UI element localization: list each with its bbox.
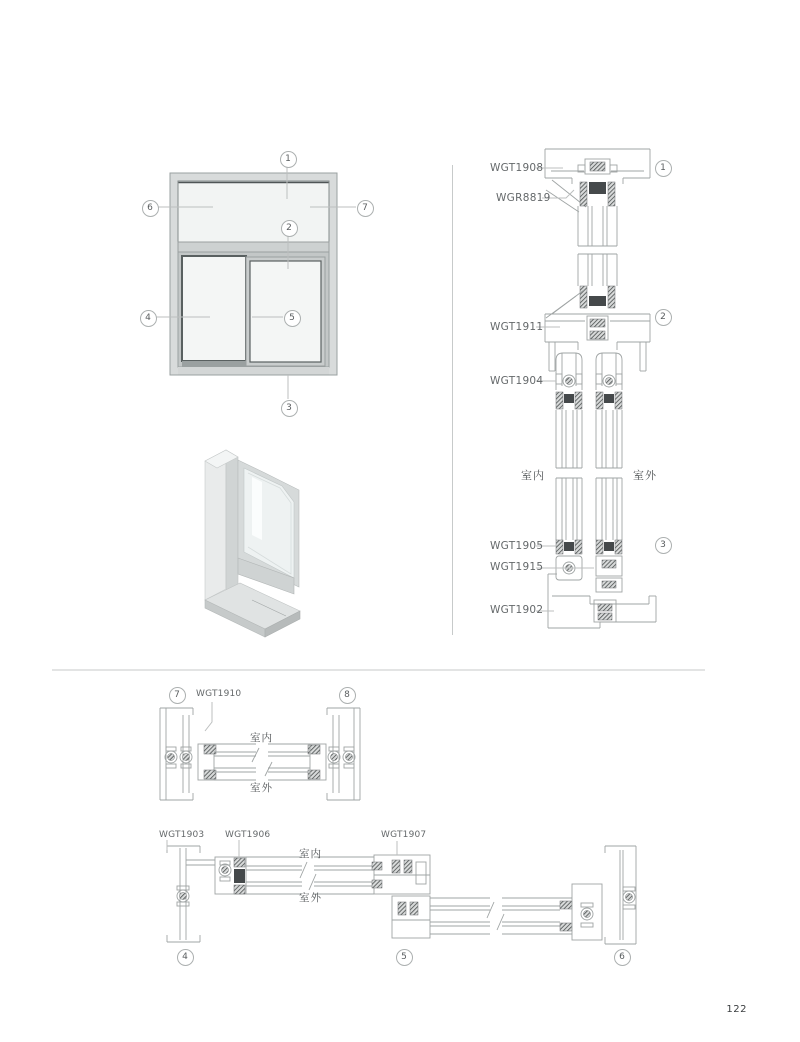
elevation-callout-1: 1 xyxy=(280,151,297,168)
hsection-bottom-drawing xyxy=(167,846,636,944)
part-label-wgt1908: WGT1908 xyxy=(490,162,544,174)
elevation-callout-4: 4 xyxy=(140,310,157,327)
outdoor-label-vertical: 室外 xyxy=(633,469,657,482)
elevation-callout-7: 7 xyxy=(357,200,374,217)
part-label-wgt1907: WGT1907 xyxy=(381,830,427,840)
elevation-callout-3: 3 xyxy=(281,400,298,417)
hsection-bottom-leaders xyxy=(167,840,397,858)
outdoor-label-hsection-top: 室外 xyxy=(250,782,273,794)
indoor-label-vertical: 室内 xyxy=(521,469,545,482)
part-label-wgt1910: WGT1910 xyxy=(196,689,242,699)
outdoor-label-hsection-bottom: 室外 xyxy=(299,892,322,904)
hsection-bottom-callout-5: 5 xyxy=(396,949,413,966)
vsection-callout-3: 3 xyxy=(655,537,672,554)
vsection-callout-2: 2 xyxy=(655,309,672,326)
indoor-label-hsection-top: 室内 xyxy=(250,732,273,744)
page-number: 122 xyxy=(726,1004,747,1015)
part-label-wgt1906: WGT1906 xyxy=(225,830,271,840)
hsection-top-leaders xyxy=(205,702,212,731)
vertical-section-drawing xyxy=(545,149,656,628)
part-label-wgt1902: WGT1902 xyxy=(490,604,544,616)
part-label-wgt1903: WGT1903 xyxy=(159,830,205,840)
sash-column-right xyxy=(596,353,622,592)
indoor-label-hsection-bottom: 室内 xyxy=(299,848,322,860)
vsection-callout-1: 1 xyxy=(655,160,672,177)
window-elevation xyxy=(170,173,337,375)
part-label-wgt1911: WGT1911 xyxy=(490,321,544,333)
hsection-bottom-callout-6: 6 xyxy=(614,949,631,966)
elevation-callout-2: 2 xyxy=(281,220,298,237)
sash-column-left xyxy=(556,353,582,580)
part-label-wgt1915: WGT1915 xyxy=(490,561,544,573)
hsection-top-callout-8: 8 xyxy=(339,687,356,704)
part-label-wgr8819: WGR8819 xyxy=(496,192,551,204)
part-label-wgt1905: WGT1905 xyxy=(490,540,544,552)
corner-sample-render xyxy=(205,450,300,637)
part-label-wgt1904: WGT1904 xyxy=(490,375,544,387)
hsection-bottom-callout-4: 4 xyxy=(177,949,194,966)
elevation-callout-6: 6 xyxy=(142,200,159,217)
elevation-callout-5: 5 xyxy=(284,310,301,327)
hsection-top-callout-7: 7 xyxy=(169,687,186,704)
